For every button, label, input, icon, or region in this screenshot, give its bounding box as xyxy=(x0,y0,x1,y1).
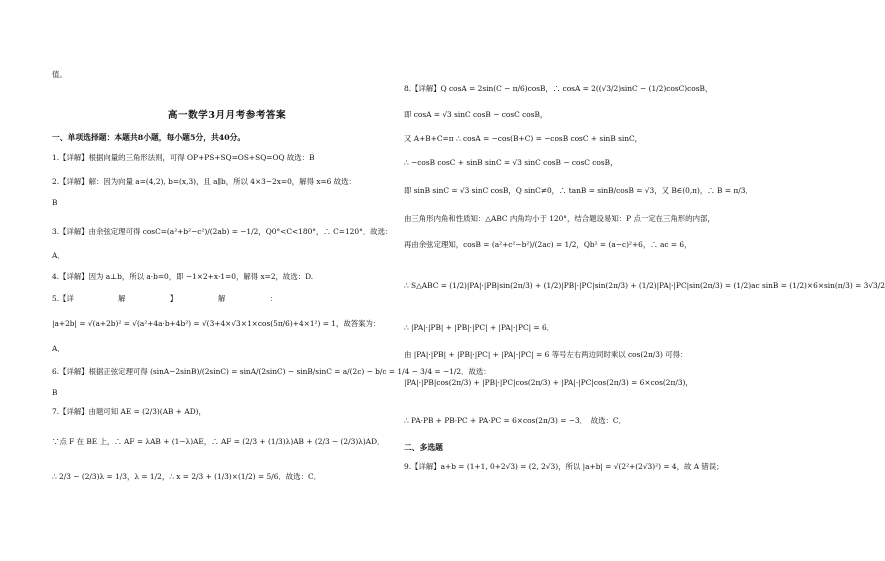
answer-q8-line7: 再由余弦定理知，cosB = (a²+c²−b²)/(2ac) = 1/2，Qb² = (a−c)²+6，∴ ac = 6， xyxy=(404,240,692,249)
answer-q2-line1: 2.【详解】解：因为向量 a=(4,2), b=(x,3)，且 a∥b，所以 4×3−2x=0，解得 x=6 故选： xyxy=(52,177,356,186)
answer-q8-line2: 即 cosA = √3 sinC cosB − cosC cosB， xyxy=(404,110,548,119)
answer-q9: 9.【详解】a+b = (1+1, 0+2√3) = (2, 2√3)，所以 |a+b| = √(2²+(2√3)²) = 4，故 A 错误； xyxy=(404,462,724,471)
answer-q5-line1: 5.【详 解 】 解 ： xyxy=(52,294,278,303)
answer-q4: 4.【详解】因为 a⊥b，所以 a·b=0，即 −1×2+x·1=0，解得 x=2，故选：D. xyxy=(52,272,314,281)
answer-q3-line1: 3.【详解】由余弦定理可得 cosC=(a²+b²−c²)/(2ab) = −1/2，Q0°<C<180°，∴ C=120°．故选： xyxy=(52,227,393,236)
answer-q8-line9: ∴ |PA|·|PB| + |PB|·|PC| + |PA|·|PC| = 6． xyxy=(404,323,555,332)
answer-q8-line1: 8.【详解】Q cosA = 2sin(C − π/6)cosB，∴ cosA = 2((√3/2)sinC − (1/2)cosC)cosB， xyxy=(404,84,713,93)
answer-q8-line10: 由 |PA|·|PB| + |PB|·|PC| + |PA|·|PC| = 6 等号左右两边同时乘以 cos(2π/3) 可得： xyxy=(404,350,688,359)
top-fragment: 值。 xyxy=(52,70,67,79)
answer-q8-line5: 即 sinB sinC = √3 sinC cosB，Q sinC≠0，∴ tanB = sinB/cosB = √3，又 B∈(0,π)，∴ B = π/3． xyxy=(404,186,753,195)
answer-q8-line4: ∴ −cosB cosC + sinB sinC = √3 sinC cosB − cosC cosB， xyxy=(404,158,618,167)
answer-q7-line3: ∴ 2/3 − (2/3)λ = 1/3，λ = 1/2，∴ x = 2/3 + (1/3)×(1/2) = 5/6．故选：C． xyxy=(52,472,322,481)
answer-q8-line8: ∴ S△ABC = (1/2)|PA|·|PB|sin(2π/3) + (1/2)|PB|·|PC|sin(2π/3) + (1/2)|PA|·|PC|sin(2π/3) = (1/2)ac sinB = (1/2)×6×sin(π/3) = 3√3/2 xyxy=(404,281,885,290)
page-title: 高一数学3月月考参考答案 xyxy=(167,110,287,121)
answer-q5-line3: A． xyxy=(52,344,65,353)
answer-q3-line2: A． xyxy=(52,251,65,260)
answer-q6-line2: B xyxy=(52,388,58,397)
answer-q5-line2: |a+2b| = √(a+2b)² = √(a²+4a·b+4b²) = √(3+4×√3×1×cos(5π/6)+4×1²) = 1，故答案为： xyxy=(52,319,381,328)
answer-q8-line11: |PA|·|PB|cos(2π/3) + |PB|·|PC|cos(2π/3) + |PA|·|PC|cos(2π/3) = 6×cos(2π/3)， xyxy=(404,378,693,387)
answer-q6-line1: 6.【详解】根据正弦定理可得 (sinA−2sinB)/(2sinC) = sinA/(2sinC) − sinB/sinC = a/(2c) − b/c = 1/4 − 3/4 = −1/2．故选： xyxy=(52,367,491,376)
answer-q8-line3: 又 A+B+C=π ∴ cosA = −cos(B+C) = −cosB cosC + sinB sinC， xyxy=(404,134,643,143)
answer-q2-line2: B xyxy=(52,198,58,207)
answer-q1: 1.【详解】根据向量的三角形法则，可得 OP+PS+SQ=OS+SQ=OQ 故选：B xyxy=(52,153,315,162)
section-heading-single-choice: 一、单项选择题：本题共8小题，每小题5分，共40分。 xyxy=(52,133,246,142)
answer-q8-line12: ∴ PA·PB + PB·PC + PA·PC = 6×cos(2π/3) = −3． 故选：C． xyxy=(404,416,626,425)
answer-q8-line6: 由三角形内角和性质知：△ABC 内角均小于 120°，结合题设易知：P 点一定在三角形的内部， xyxy=(404,214,715,223)
answer-q7-line2: ∵点 F 在 BE 上，∴ AF = λAB + (1−λ)AE，∴ AF = (2/3 + (1/3)λ)AB + (2/3 − (2/3)λ)AD． xyxy=(52,437,385,446)
answer-q7-line1: 7.【详解】由题可知 AE = (2/3)(AB + AD)， xyxy=(52,407,206,416)
section-heading-multiple-choice: 二、多选题 xyxy=(404,443,443,452)
